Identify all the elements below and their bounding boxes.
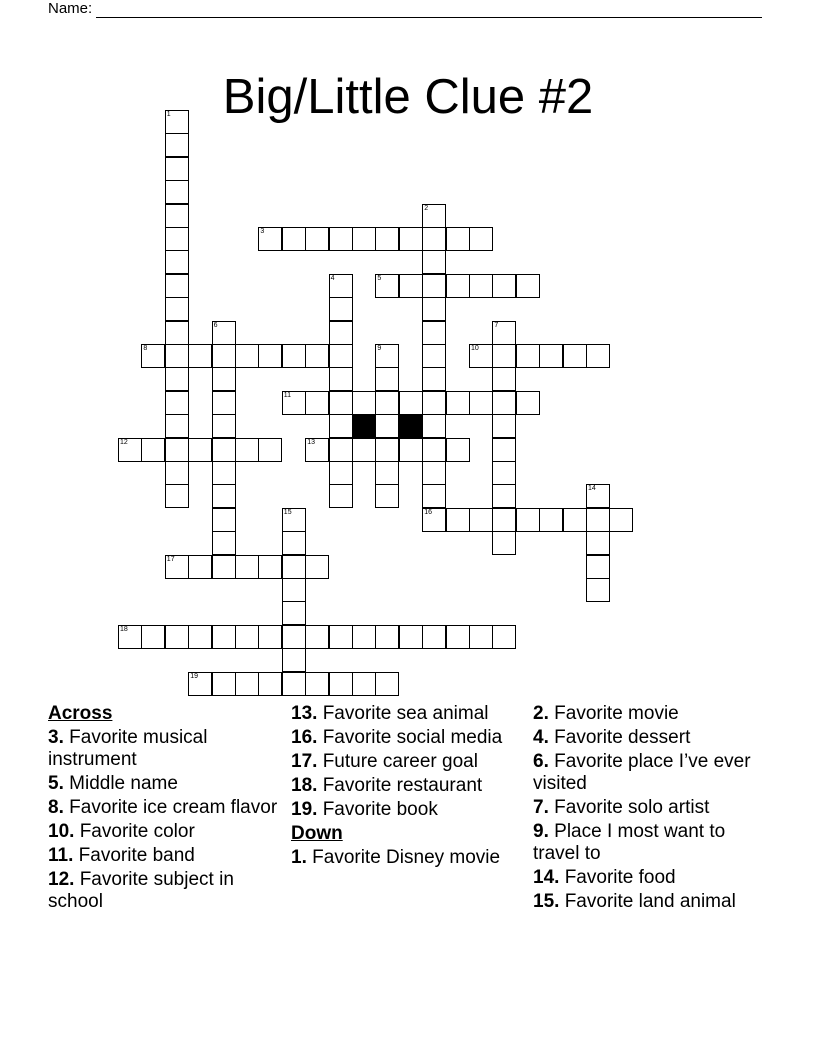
grid-cell[interactable] bbox=[282, 344, 306, 368]
grid-cell[interactable] bbox=[469, 391, 493, 415]
grid-cell[interactable] bbox=[235, 555, 259, 579]
grid-cell[interactable] bbox=[165, 133, 189, 157]
grid-cell[interactable] bbox=[375, 367, 399, 391]
grid-cell[interactable] bbox=[586, 508, 610, 532]
grid-cell[interactable] bbox=[375, 414, 399, 438]
grid-cell[interactable] bbox=[329, 391, 353, 415]
grid-cell[interactable] bbox=[446, 508, 470, 532]
cell-number: 14 bbox=[588, 485, 596, 493]
clue-across-11: 11. Favorite band bbox=[48, 845, 195, 866]
grid-cell[interactable] bbox=[352, 391, 376, 415]
grid-cell[interactable] bbox=[212, 367, 236, 391]
grid-cell[interactable] bbox=[375, 672, 399, 696]
clue-across-5: 5. Middle name bbox=[48, 773, 178, 794]
cell-number: 19 bbox=[190, 672, 198, 680]
grid-cell[interactable] bbox=[235, 438, 259, 462]
grid-cell[interactable] bbox=[375, 438, 399, 462]
grid-cell[interactable] bbox=[422, 274, 446, 298]
grid-cell[interactable] bbox=[282, 578, 306, 602]
grid-cell[interactable] bbox=[165, 157, 189, 181]
cell-number: 15 bbox=[283, 508, 292, 516]
grid-cell[interactable] bbox=[305, 227, 329, 251]
grid-cell[interactable] bbox=[212, 508, 236, 532]
name-label: Name: bbox=[48, 0, 93, 17]
grid-cell[interactable] bbox=[422, 367, 446, 391]
grid-cell[interactable] bbox=[492, 531, 516, 555]
grid-cell[interactable] bbox=[352, 227, 376, 251]
grid-cell[interactable] bbox=[212, 461, 236, 485]
grid-cell[interactable] bbox=[235, 672, 259, 696]
grid-cell[interactable] bbox=[329, 297, 353, 321]
grid-cell[interactable] bbox=[469, 227, 493, 251]
grid-cell[interactable] bbox=[329, 625, 353, 649]
cell-number: 13 bbox=[307, 438, 315, 446]
grid-cell[interactable] bbox=[446, 227, 470, 251]
clue-across-12: 12. Favorite subject in school bbox=[48, 869, 234, 912]
grid-cell[interactable] bbox=[165, 625, 189, 649]
cell-number: 4 bbox=[330, 274, 335, 282]
cell-number: 16 bbox=[424, 508, 432, 516]
grid-cell[interactable] bbox=[165, 391, 189, 415]
grid-cell[interactable] bbox=[492, 461, 516, 485]
grid-cell[interactable] bbox=[305, 438, 329, 462]
grid-cell[interactable] bbox=[282, 531, 306, 555]
grid-cell[interactable] bbox=[492, 414, 516, 438]
grid-cell[interactable] bbox=[258, 625, 282, 649]
grid-cell[interactable] bbox=[375, 461, 399, 485]
grid-cell[interactable] bbox=[586, 344, 610, 368]
grid-cell[interactable] bbox=[422, 204, 446, 228]
grid-cell[interactable] bbox=[212, 414, 236, 438]
clue-across-16: 16. Favorite social media bbox=[291, 727, 503, 748]
grid-cell[interactable] bbox=[212, 531, 236, 555]
grid-cell[interactable] bbox=[469, 508, 493, 532]
grid-cell[interactable] bbox=[235, 344, 259, 368]
grid-cell[interactable] bbox=[188, 555, 212, 579]
grid-cell[interactable] bbox=[258, 672, 282, 696]
clue-across-8: 8. Favorite ice cream flavor bbox=[48, 797, 278, 818]
grid-cell[interactable] bbox=[586, 484, 610, 508]
grid-cell[interactable] bbox=[188, 344, 212, 368]
cell-number: 10 bbox=[471, 345, 479, 352]
grid-cell[interactable] bbox=[282, 555, 306, 579]
clue-across-18: 18. Favorite restaurant bbox=[291, 775, 483, 796]
grid-cell[interactable] bbox=[516, 274, 540, 298]
grid-cell[interactable] bbox=[422, 625, 446, 649]
grid-cell[interactable] bbox=[422, 414, 446, 438]
grid-cell[interactable] bbox=[165, 250, 189, 274]
grid-cell[interactable] bbox=[212, 391, 236, 415]
clue-down-2: 2. Favorite movie bbox=[533, 703, 679, 724]
grid-cell[interactable] bbox=[188, 625, 212, 649]
grid-cell[interactable] bbox=[165, 367, 189, 391]
grid-cell[interactable] bbox=[492, 625, 516, 649]
grid-cell[interactable] bbox=[422, 508, 446, 532]
grid-cell[interactable] bbox=[586, 578, 610, 602]
grid-cell[interactable] bbox=[539, 508, 563, 532]
grid-cell[interactable] bbox=[212, 438, 236, 462]
grid-cell[interactable] bbox=[165, 297, 189, 321]
grid-cell[interactable] bbox=[492, 438, 516, 462]
grid-cell[interactable] bbox=[258, 438, 282, 462]
grid-cell[interactable] bbox=[422, 297, 446, 321]
grid-cell[interactable] bbox=[422, 344, 446, 368]
grid-cell[interactable] bbox=[165, 110, 189, 134]
grid-cell[interactable] bbox=[258, 555, 282, 579]
grid-cell[interactable] bbox=[329, 672, 353, 696]
grid-cell[interactable] bbox=[212, 672, 236, 696]
grid-cell[interactable] bbox=[165, 180, 189, 204]
clue-down-1: 1. Favorite Disney movie bbox=[291, 847, 501, 868]
clue-across-3: 3. Favorite musical instrument bbox=[48, 727, 208, 770]
grid-cell[interactable] bbox=[375, 625, 399, 649]
grid-cell[interactable] bbox=[563, 344, 587, 368]
grid-cell[interactable] bbox=[329, 274, 353, 298]
grid-cell[interactable] bbox=[422, 227, 446, 251]
grid-cell[interactable] bbox=[165, 484, 189, 508]
grid-cell[interactable] bbox=[492, 508, 516, 532]
grid-cell[interactable] bbox=[165, 274, 189, 298]
grid-cell[interactable] bbox=[352, 625, 376, 649]
grid-cell[interactable] bbox=[118, 438, 142, 462]
grid-cell[interactable] bbox=[212, 321, 236, 345]
grid-cell[interactable] bbox=[375, 391, 399, 415]
grid-cell[interactable] bbox=[282, 625, 306, 649]
grid-cell[interactable] bbox=[492, 391, 516, 415]
grid-cell[interactable] bbox=[188, 672, 212, 696]
clue-column-1 bbox=[48, 703, 288, 915]
grid-cell[interactable] bbox=[305, 391, 329, 415]
grid-cell[interactable] bbox=[282, 227, 306, 251]
grid-cell[interactable] bbox=[212, 625, 236, 649]
down-heading: Down bbox=[291, 823, 343, 844]
grid-cell[interactable] bbox=[141, 438, 165, 462]
grid-cell[interactable] bbox=[282, 648, 306, 672]
grid-cell[interactable] bbox=[446, 391, 470, 415]
cell-number: 12 bbox=[120, 438, 128, 446]
grid-cell[interactable] bbox=[492, 484, 516, 508]
grid-cell[interactable] bbox=[609, 508, 633, 532]
grid-cell[interactable] bbox=[282, 672, 306, 696]
cell-number: 1 bbox=[166, 111, 171, 118]
clue-down-7: 7. Favorite solo artist bbox=[533, 797, 710, 818]
grid-cell[interactable] bbox=[329, 461, 353, 485]
grid-cell[interactable] bbox=[165, 227, 189, 251]
grid-cell[interactable] bbox=[165, 555, 189, 579]
grid-cell[interactable] bbox=[422, 438, 446, 462]
clue-column-3 bbox=[533, 703, 773, 915]
grid-cell[interactable] bbox=[165, 438, 189, 462]
grid-cell[interactable] bbox=[469, 274, 493, 298]
cell-number: 9 bbox=[377, 345, 382, 352]
grid-cell[interactable] bbox=[212, 555, 236, 579]
grid-cell[interactable] bbox=[258, 227, 282, 251]
grid-cell[interactable] bbox=[165, 321, 189, 345]
grid-cell[interactable] bbox=[329, 484, 353, 508]
grid-cell[interactable] bbox=[329, 438, 353, 462]
grid-cell[interactable] bbox=[399, 391, 423, 415]
grid-cell[interactable] bbox=[516, 391, 540, 415]
grid-cell[interactable] bbox=[282, 601, 306, 625]
across-heading: Across bbox=[48, 703, 113, 724]
clue-down-9: 9. Place I most want to travel to bbox=[533, 821, 726, 864]
grid-cell[interactable] bbox=[422, 250, 446, 274]
grid-cell[interactable] bbox=[235, 625, 259, 649]
grid-cell[interactable] bbox=[329, 367, 353, 391]
grid-cell[interactable] bbox=[282, 508, 306, 532]
grid-cell[interactable] bbox=[165, 414, 189, 438]
grid-cell[interactable] bbox=[446, 274, 470, 298]
grid-cell[interactable] bbox=[422, 391, 446, 415]
clue-down-14: 14. Favorite food bbox=[533, 867, 676, 888]
grid-block bbox=[352, 414, 376, 438]
grid-cell[interactable] bbox=[165, 461, 189, 485]
cell-number: 8 bbox=[143, 345, 148, 352]
grid-cell[interactable] bbox=[399, 625, 423, 649]
cell-number: 17 bbox=[166, 555, 175, 563]
grid-cell[interactable] bbox=[305, 555, 329, 579]
grid-cell[interactable] bbox=[516, 508, 540, 532]
grid-cell[interactable] bbox=[212, 344, 236, 368]
grid-cell[interactable] bbox=[305, 625, 329, 649]
grid-cell[interactable] bbox=[492, 344, 516, 368]
grid-cell[interactable] bbox=[586, 531, 610, 555]
cell-number: 7 bbox=[494, 321, 499, 329]
grid-cell[interactable] bbox=[305, 672, 329, 696]
grid-cell[interactable] bbox=[539, 344, 563, 368]
grid-cell[interactable] bbox=[446, 438, 470, 462]
grid-cell[interactable] bbox=[492, 321, 516, 345]
grid-cell[interactable] bbox=[141, 344, 165, 368]
clue-across-17: 17. Future career goal bbox=[291, 751, 478, 772]
grid-cell[interactable] bbox=[165, 204, 189, 228]
grid-cell[interactable] bbox=[399, 227, 423, 251]
cell-number: 18 bbox=[120, 625, 128, 633]
grid-cell[interactable] bbox=[422, 461, 446, 485]
grid-cell[interactable] bbox=[375, 274, 399, 298]
page-title: Big/Little Clue #2 bbox=[222, 69, 594, 124]
grid-cell[interactable] bbox=[563, 508, 587, 532]
grid-cell[interactable] bbox=[352, 438, 376, 462]
cell-number: 3 bbox=[260, 228, 265, 235]
grid-cell[interactable] bbox=[422, 484, 446, 508]
clue-down-6: 6. Favorite place I’ve ever visited bbox=[533, 751, 751, 794]
grid-cell[interactable] bbox=[212, 484, 236, 508]
grid-cell[interactable] bbox=[375, 227, 399, 251]
grid-cell[interactable] bbox=[375, 484, 399, 508]
cell-number: 5 bbox=[377, 274, 382, 282]
clue-down-4: 4. Favorite dessert bbox=[533, 727, 691, 748]
grid-cell[interactable] bbox=[492, 367, 516, 391]
grid-cell[interactable] bbox=[282, 391, 306, 415]
grid-cell[interactable] bbox=[399, 274, 423, 298]
grid-cell[interactable] bbox=[586, 555, 610, 579]
grid-cell[interactable] bbox=[469, 625, 493, 649]
grid-cell[interactable] bbox=[118, 625, 142, 649]
grid-cell[interactable] bbox=[165, 344, 189, 368]
grid-cell[interactable] bbox=[492, 274, 516, 298]
grid-cell[interactable] bbox=[375, 344, 399, 368]
grid-cell[interactable] bbox=[446, 625, 470, 649]
clue-column-2 bbox=[291, 703, 531, 871]
grid-cell[interactable] bbox=[329, 227, 353, 251]
grid-cell[interactable] bbox=[188, 438, 212, 462]
clue-across-10: 10. Favorite color bbox=[48, 821, 195, 842]
grid-cell[interactable] bbox=[329, 321, 353, 345]
grid-cell[interactable] bbox=[141, 625, 165, 649]
grid-block bbox=[399, 414, 423, 438]
clue-across-19: 19. Favorite book bbox=[291, 799, 438, 820]
grid-cell[interactable] bbox=[469, 344, 493, 368]
cell-number: 6 bbox=[213, 321, 218, 329]
clue-across-13: 13. Favorite sea animal bbox=[291, 703, 489, 724]
grid-cell[interactable] bbox=[329, 414, 353, 438]
grid-cell[interactable] bbox=[329, 344, 353, 368]
grid-cell[interactable] bbox=[516, 344, 540, 368]
clue-down-15: 15. Favorite land animal bbox=[533, 891, 736, 912]
cell-number: 2 bbox=[424, 204, 429, 212]
grid-cell[interactable] bbox=[305, 344, 329, 368]
grid-cell[interactable] bbox=[399, 438, 423, 462]
cell-number: 11 bbox=[283, 391, 292, 399]
grid-cell[interactable] bbox=[422, 321, 446, 345]
grid-cell[interactable] bbox=[352, 672, 376, 696]
grid-cell[interactable] bbox=[258, 344, 282, 368]
